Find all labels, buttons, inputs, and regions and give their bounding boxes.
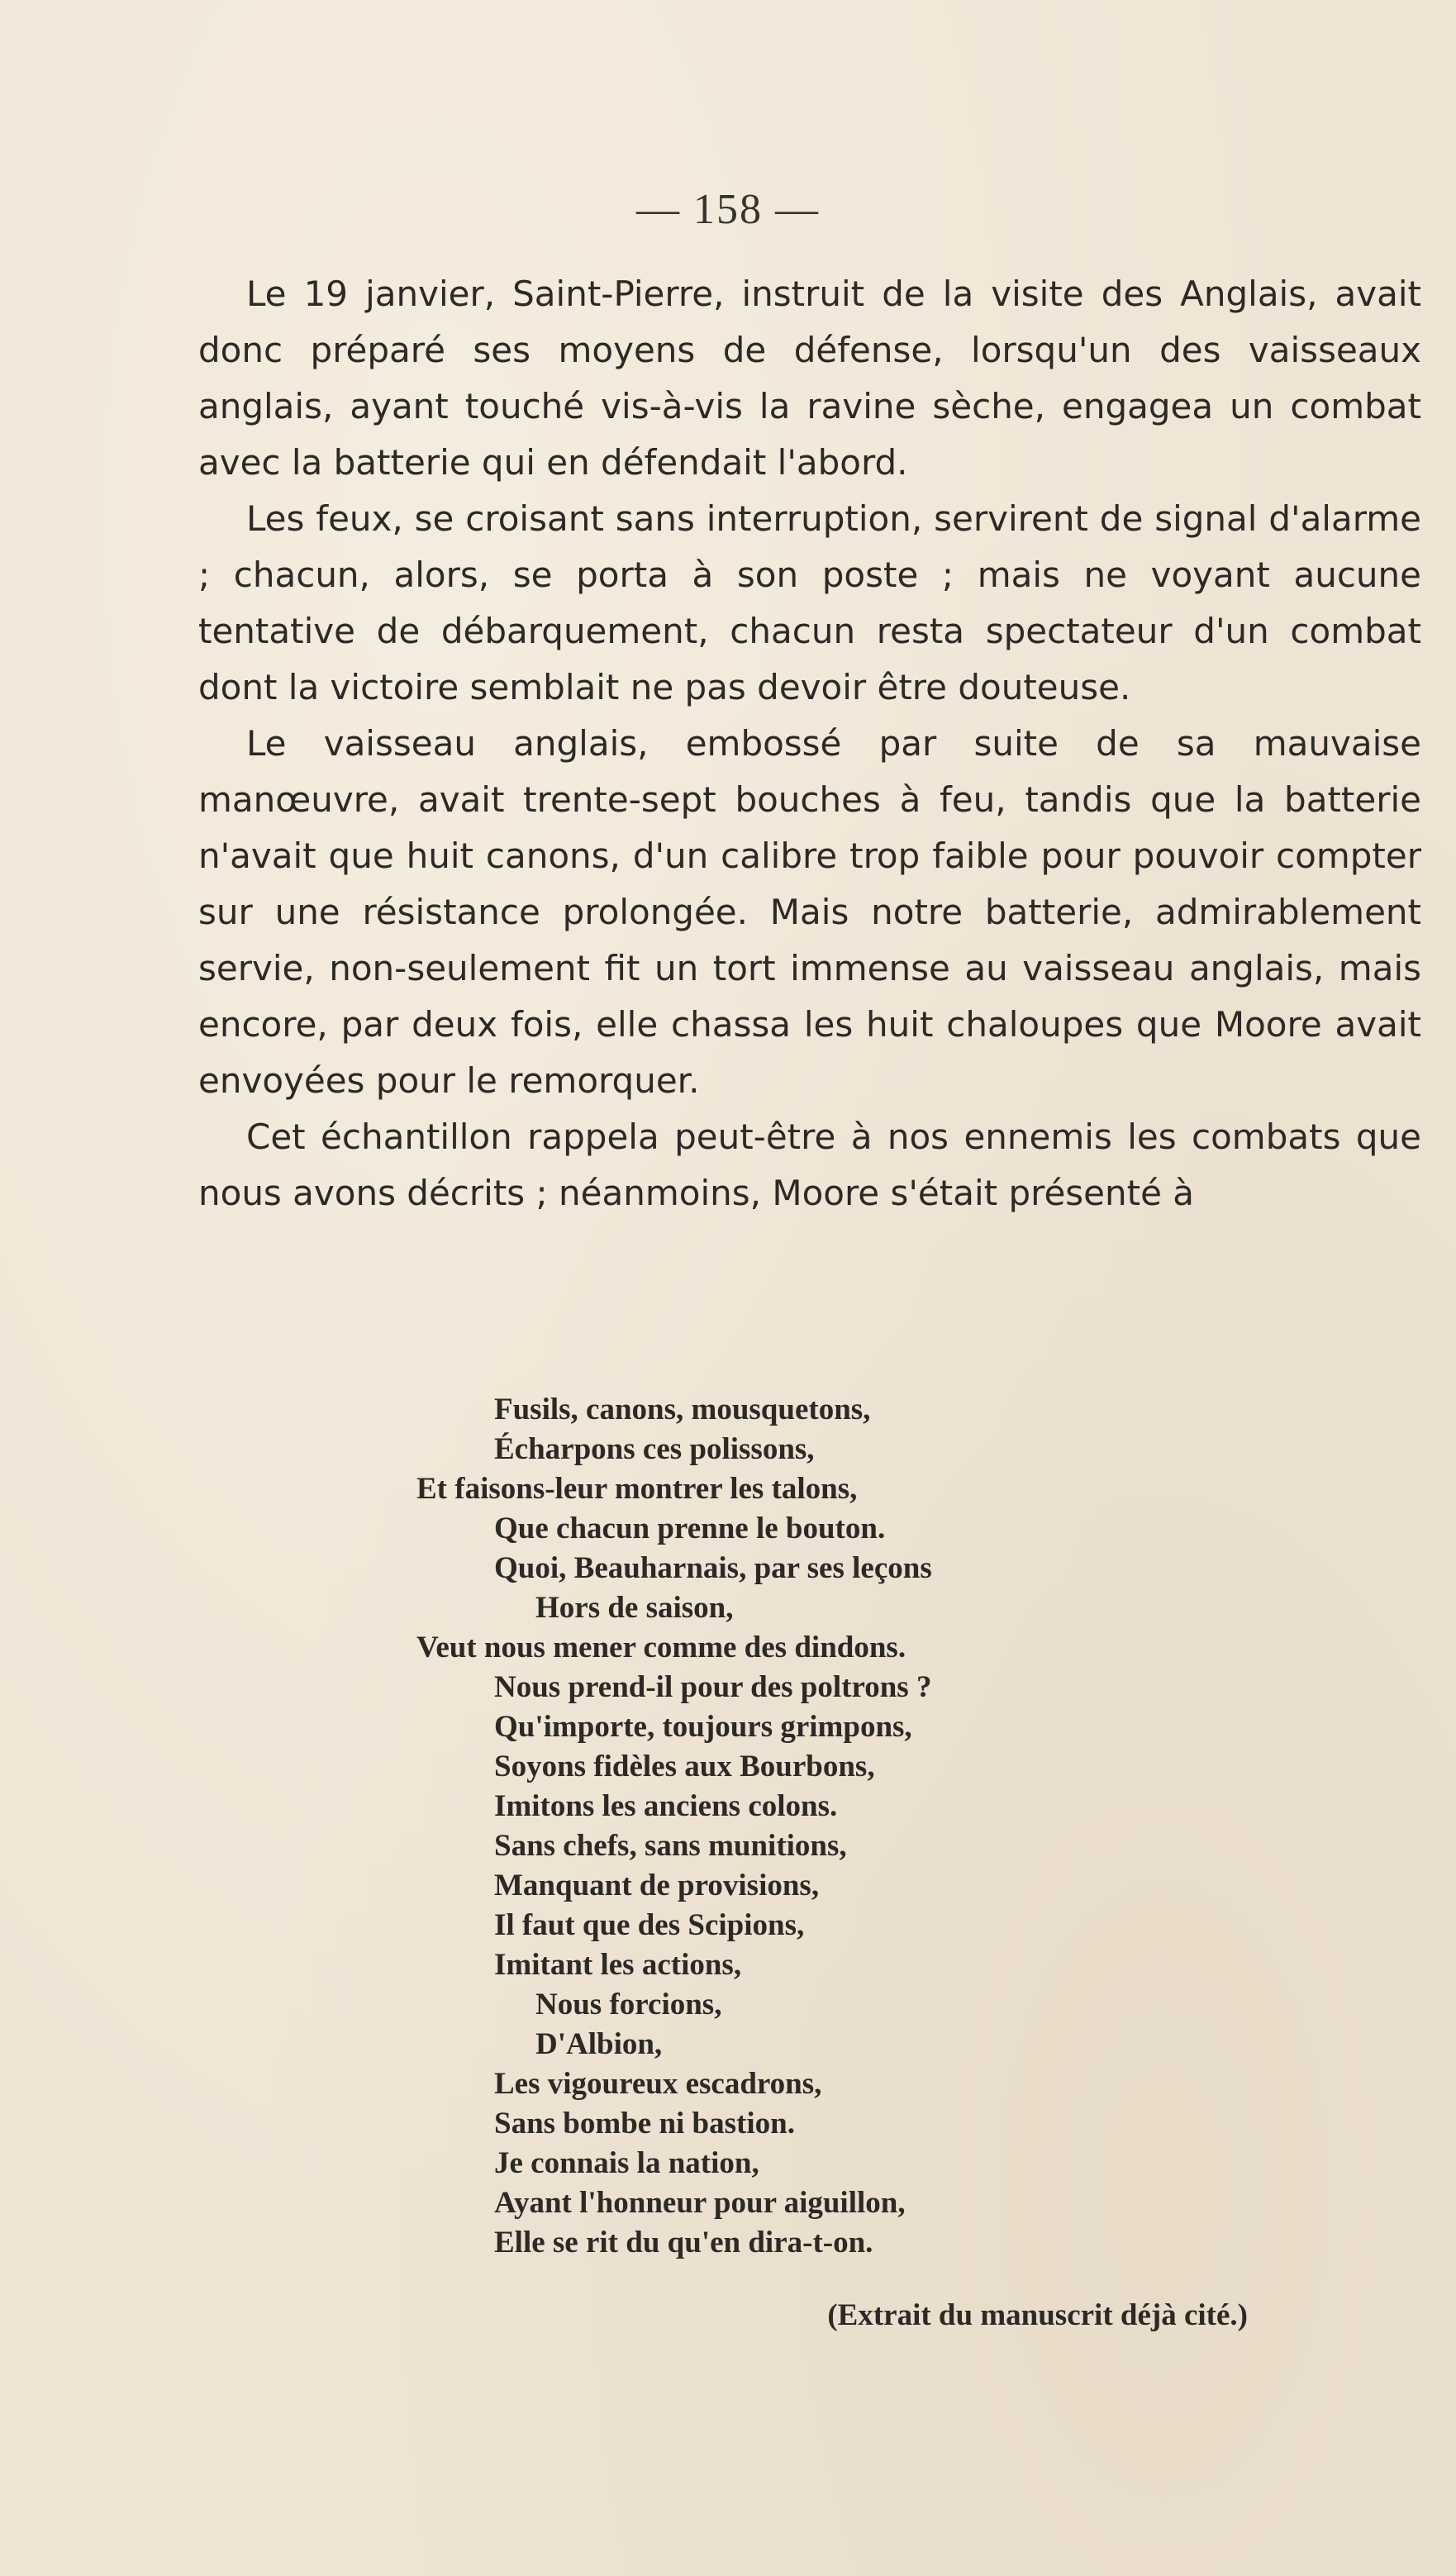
poem-line: Nous prend-il pour des poltrons ? — [494, 1670, 932, 1704]
paragraph: Le 19 janvier, Saint-Pierre, instruit de la visite des Anglais, avait donc préparé ses moyens de défense, lorsqu'un des vaisseaux anglais, ayant touché vis-à-vis la ravine sèche, engagea un combat avec la batterie qui en défendait l'abord. — [198, 274, 1421, 483]
citation: (Extrait du manuscrit déjà cité.) — [827, 2298, 1248, 2332]
poem-line: Quoi, Beauharnais, par ses leçons — [494, 1551, 932, 1585]
poem-line: Manquant de provisions, — [494, 1869, 820, 1902]
poem-line: Imitons les anciens colons. — [494, 1789, 838, 1823]
poem-line: Ayant l'honneur pour aiguillon, — [494, 2186, 906, 2220]
page-number: — 158 — — [636, 186, 820, 233]
poem-line: Soyons fidèles aux Bourbons, — [494, 1750, 875, 1783]
poem-line: D'Albion, — [535, 2027, 663, 2061]
poem-line: Hors de saison, — [535, 1591, 734, 1625]
poem-line: Qu'importe, toujours grimpons, — [494, 1710, 912, 1744]
poem-line: Sans bombe ni bastion. — [494, 2107, 795, 2140]
poem-line: Fusils, canons, mousquetons, — [494, 1393, 871, 1426]
poem-line: Imitant les actions, — [494, 1948, 742, 1982]
paragraph: Les feux, se croisant sans interruption, servirent de signal d'alarme ; chacun, alors, se porta à son poste ; mais ne voyant aucune tentative de débarquement, chacun resta spectateur d'un combat dont la victoire semblait ne pas devoir être douteuse. — [198, 498, 1421, 707]
paragraph: Cet échantillon rappela peut-être à nos ennemis les combats que nous avons décrits ; néanmoins, Moore s'était présenté à — [198, 1117, 1421, 1213]
poem-line: Il faut que des Scipions, — [494, 1908, 805, 1942]
body-text — [198, 266, 1421, 1221]
paragraph: Le vaisseau anglais, embossé par suite de sa mauvaise manœuvre, avait trente-sept bouches à feu, tandis que la batterie n'avait que huit canons, d'un calibre trop faible pour pouvoir compter sur une résistance prolongée. Mais notre batterie, admirablement servie, non-seulement fit un tort immense au vaisseau anglais, mais encore, par deux fois, elle chassa les huit chaloupes que Moore avait envoyées pour le remorquer. — [198, 723, 1421, 1101]
poem-line: Sans chefs, sans munitions, — [494, 1829, 847, 1863]
poem-line: Que chacun prenne le bouton. — [494, 1512, 886, 1545]
poem-line: Nous forcions, — [535, 1988, 722, 2021]
poem-line: Je connais la nation, — [494, 2146, 759, 2180]
poem-line: Les vigoureux escadrons, — [494, 2067, 822, 2101]
poem-line: Elle se rit du qu'en dira-t-on. — [494, 2226, 873, 2259]
poem-line: Et faisons-leur montrer les talons, — [416, 1472, 858, 1506]
poem-line: Écharpons ces polissons, — [494, 1432, 815, 1466]
poem-line: Veut nous mener comme des dindons. — [416, 1631, 906, 1664]
